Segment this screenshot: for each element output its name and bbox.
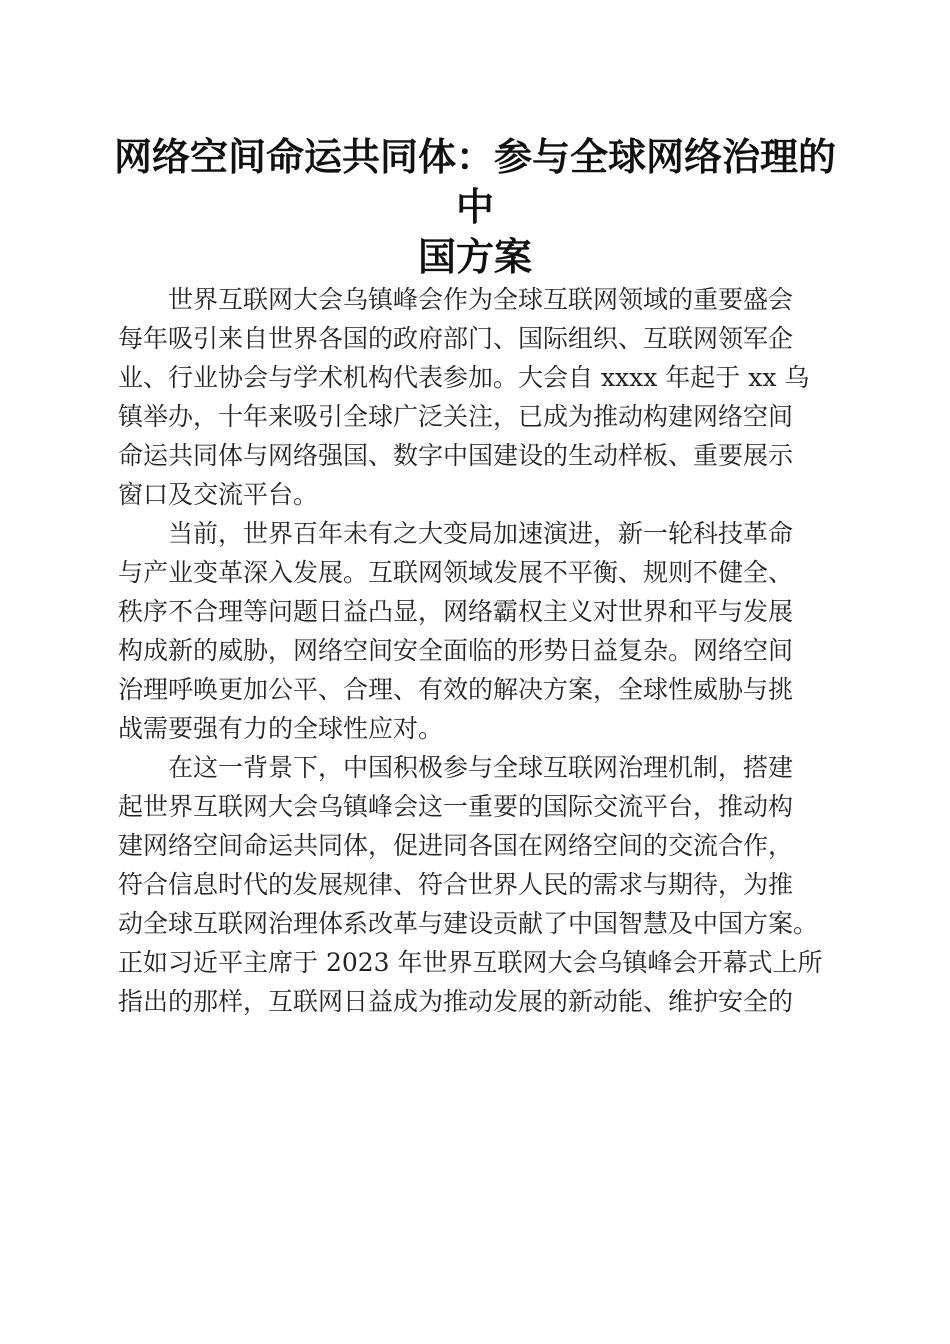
- text-line: 当前，世界百年未有之大变局加速演进，新一轮科技革命: [118, 519, 794, 548]
- paragraph-2: [118, 514, 838, 748]
- document-body: [118, 280, 838, 1021]
- text-line: 动全球互联网治理体系改革与建设贡献了中国智慧及中国方案。: [118, 909, 819, 938]
- text-line: 建网络空间命运共同体，促进同各国在网络空间的交流合作，: [118, 831, 794, 860]
- paragraph-1: [118, 280, 838, 514]
- text-line: 战需要强有力的全球性应对。: [118, 714, 444, 743]
- text-line: 命运共同体与网络强国、数字中国建设的生动样板、重要展示: [118, 441, 794, 470]
- text-line: 正如习近平主席于 2023 年世界互联网大会乌镇峰会开幕式上所: [118, 948, 823, 977]
- title-line-2: 国方案: [417, 234, 532, 279]
- title-line-1: 网络空间命运共同体：参与全球网络治理的中: [113, 134, 836, 229]
- text-line: 秩序不合理等问题日益凸显，网络霸权主义对世界和平与发展: [118, 597, 794, 626]
- document-title: [110, 132, 840, 282]
- text-line: 在这一背景下，中国积极参与全球互联网治理机制，搭建: [118, 753, 794, 782]
- text-line: 镇举办，十年来吸引全球广泛关注，已成为推动构建网络空间: [118, 402, 794, 431]
- text-line: 构成新的威胁，网络空间安全面临的形势日益复杂。网络空间: [118, 636, 794, 665]
- text-line: 每年吸引来自世界各国的政府部门、国际组织、互联网领军企: [118, 324, 794, 353]
- paragraph-3: [118, 748, 838, 1021]
- text-line: 窗口及交流平台。: [118, 480, 319, 509]
- text-line: 指出的那样，互联网日益成为推动发展的新动能、维护安全的: [118, 987, 794, 1016]
- text-line: 符合信息时代的发展规律、符合世界人民的需求与期待，为推: [118, 870, 794, 899]
- text-line: 业、行业协会与学术机构代表参加。大会自 xxxx 年起于 xx 乌: [118, 363, 810, 392]
- text-line: 起世界互联网大会乌镇峰会这一重要的国际交流平台，推动构: [118, 792, 794, 821]
- text-line: 与产业变革深入发展。互联网领域发展不平衡、规则不健全、: [118, 558, 794, 587]
- text-line: 治理呼唤更加公平、合理、有效的解决方案，全球性威胁与挑: [118, 675, 794, 704]
- text-line: 世界互联网大会乌镇峰会作为全球互联网领域的重要盛会: [118, 285, 794, 314]
